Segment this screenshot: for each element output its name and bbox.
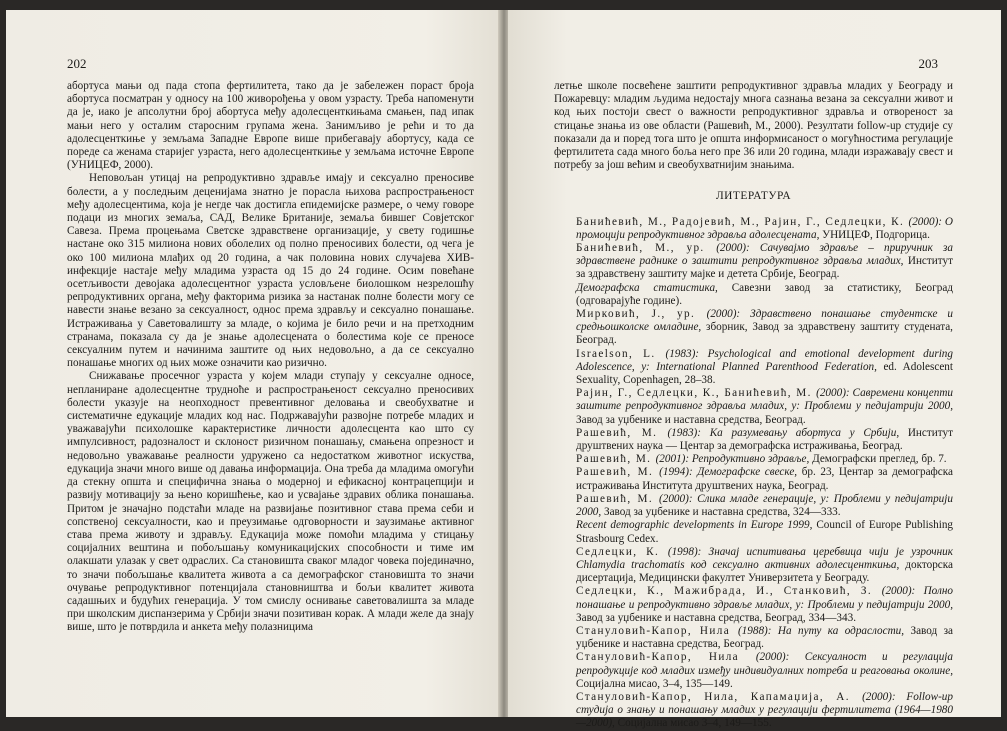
reference-title: (2000): Сачувајмо здравље – приручник за здравствене раднике о заштити репродуктивног здравља младих, [576,242,954,268]
reference-entry [554,308,953,348]
reference-title: (1994): Демографске свеске, [659,466,802,479]
reference-title: (2000): Слика младе генерације, у: Проблеми у педијатрији 2000, [576,492,953,519]
reference-entry [554,585,953,625]
reference-details: Демографски преглед, бр. 7. [812,453,947,466]
reference-entry [554,282,953,308]
reference-entry [554,453,953,466]
reference-title: (2000): Сексуалност и регулација репродукције код младих између индивидуалних потреба и реаговања околине, [576,651,954,677]
reference-details: Институт друштвених наука — Центар за демографска истраживања, Београд. [576,426,953,453]
reference-details: Институт за здравствену заштиту мајке и детета Србије, Београд. [576,255,953,281]
reference-author: Мирковић, Ј., ур. [576,308,707,321]
left-page [6,10,500,717]
reference-entry [554,216,953,242]
reference-details: Завод за уџбенике и наставна средства, Београд. [576,624,954,651]
page-number: 202 [67,56,87,71]
reference-entry [554,691,953,731]
reference-title: (2000): О промоцији репродуктивног здравља адолесцената, [576,215,953,241]
paragraph: Неповољан утицај на репродуктивно здравље имају и сексуално преносиве болести, а у последњим деценијама знатно је порасла њихова распрострањеност међу адолесцентима, која је негде чак достигла епидемијске размере, о чему говоре подаци из многих земаља, САД, Велике Британије, земаља бившег Совјетског Савеза. Према процењама Светске здравствене организације, у свету годишње настане око 315 милиона нових оболелих од полно преносивих болести, од чега је око 100 милиона млађих од 20 година, а чак половина нових случајева ХИВ-инфекције настаје међу младима узраста од 15 до 24 године. Осим повећане осетљивости девојака адолесцентног узраста условљене биолошком незрелошћу репродуктивних органа, међу факторима ризика за настанак полне болести могу се навести знање везано за сексуалност, однос према здрављу и сексуално понашање. Истраживања у Саветовалишту за младе, о којима је било речи и на претходним странама, показала су да је знање адолесцената о болестима које се преносе сексуалним путем и начинима заштите од њих недовољно, а да се сексуално понашање многих од њих може означити као ризично. [67,172,474,370]
reference-author: Стануловић-Капор, Нила, Капамаџија, А. [576,690,863,703]
reference-title: Recent demographic developments in Europe 1999, [576,519,817,532]
reference-author: Банићевић, М., Радојевић, М., Рајин, Г., Седлецки, К. [576,215,909,228]
reference-author: Стануловић-Капор, Нила [576,651,756,664]
reference-entry [554,651,953,691]
reference-author: Банићевић, М., ур. [576,242,717,255]
reference-details: УНИЦЕФ, Подгорица. [822,228,930,241]
reference-entry [554,466,953,492]
reference-entry [554,427,953,453]
reference-entry [554,519,953,545]
reference-entry [554,242,953,282]
reference-details: Социјална мисао 3–4, 149—155. [617,717,772,730]
reference-details: Council of Europe Publishing Strasbourg Cedex. [576,519,954,545]
references-heading: ЛИТЕРАТУРА [715,190,792,203]
page-number: 203 [918,56,938,71]
reference-entry [554,493,953,519]
reference-details: Завод за уџбенике и наставна средства, 324—333. [603,506,841,519]
left-page-body [67,80,474,635]
reference-title: (2001): Репродуктивно здравље, [655,453,813,466]
paragraph: летње школе посвећене заштити репродуктивног здравља младих у Београду и Пожаревцу: младим људима недостају многа сазнања везана за сексуални живот и код њих постоји свест о важности репродуктивног здравља и отвореност за стицање знања из ове области (Рашевић, М., 2000). Резултати follow-up студије су показали да и поред тога што је општа информисаност о могућностима регулације фертилитета сада много боља него пре 36 или 20 година, млади изражавају свест и потребу за још већим и свеобухватнијим знањима. [554,80,953,172]
reference-details: Завод за уџбенике и наставна средства, Београд. [576,413,806,426]
reference-entry [554,387,953,427]
reference-title: (1998): Значај испитивања церебвица чији је узрочник Chlamydia trachomatis код сексуално активних адолесценткиња, [576,545,953,571]
reference-details: зборник, Завод за здравствену заштиту студената, Београд. [576,321,953,347]
paragraph: абортуса мањи од пада стопа фертилитета, тако да је забележен пораст броја абортуса посматран у односу на 100 живорођења у овом узрасту. Треба напоменути да је, иако је апсолутни број абортуса међу адолесценткињама смањен, пад ипак мањи него у осталим старосним групама жена. Занимљиво је рећи и то да адолесценткиње у земљама Западне Европе више прибегавају абортусу, када се пореде са женама старијег узраста, него адолесценткиње у земљама источне Европе (УНИЦЕФ, 2000). [67,80,474,172]
reference-author: Рашевић, М. [576,426,668,439]
reference-author: Рашевић, М. [576,466,660,479]
reference-author: Седлецки, К. [576,545,668,558]
reference-author: Стануловић-Капор, Нила [576,624,738,637]
right-page [508,10,1001,730]
reference-author: Рашевић, М. [576,453,656,466]
reference-author: Рашевић, М. [576,492,659,505]
reference-details: Завод за уџбенике и наставна средства, Београд, 334—343. [576,611,857,624]
reference-details: Социјална мисао, 3–4, 135—149. [576,677,733,690]
reference-author: Седлецки, К., Мажибрада, И., Станковић, З. [576,585,882,598]
reference-title: (1983): Psychological and emotional development during Adolescence, у: International Planned Parenthood Federation, [576,347,953,373]
reference-entry [554,348,953,388]
reference-title: (2000): Follow-up студија о знању и понашању младих у регулацији фертилитета (1964—1980—2000), [576,690,953,730]
reference-author: Рајин, Г., Седлецки, К., Банићевић, М. [576,387,817,400]
reference-details: Савезни завод за статистику, Београд (одговарајуће године). [576,281,953,307]
right-page-body [554,80,953,731]
reference-entry [554,625,953,651]
paragraph: Снижавање просечног узраста у којем млади ступају у сексуалне односе, непланиране адолесцентне трудноће и распрострањеност сексуално преносивих болести указује на неопходност превентивног деловања и свеобухватне и систематичне едукације младих код нас. Подржавајући развојне потребе младих и уважавајући психолошке карактеристике личности адолесцента као што су импулсивност, радозналост и склоност ризичном понашању, смањена опрезност и недовољно уважавање реалности удружено са недостатком животног искуства, едукација значи много више од давања информација. Она треба да младима омогући да стекну општа и специфична знања о модерној и ефикасној контрацепцији и развију мотивацију за њено коришћење, као и усвајање здравих облика понашања. Притом је значајно подстаћи младе на развијање позитивног става према себи и сопственој сексуалности, као и преузимање одговорности и заузимање активног става према животу и здрављу. Едукација може помоћи младима у стицању социјалних вештина и побољшању комуникацијских способности и тиме им олакшати улазак у свет одраслих. Са становишта сваког младог човека појединачно, то значи побољшање квалитета живота а са демографског становишта то значи очување репродуктивног потенцијала становништва и бољи квалитет живота садашњих и будућих генерација. У том смислу оснивање саветовалишта за младе при школским диспанзерима у Србији значи позитиван корак. А млади желе да знају више, што је потврдила и анкета међу полазницима [67,370,474,634]
reference-entry [554,546,953,586]
reference-details: бр. 23, Центар за демографска истраживања Института друштвених наука, Београд. [576,466,954,492]
reference-title: (2000): Полно понашање и репродуктивно здравље младих, у: Проблеми у педијатрији 2000, [576,585,953,611]
reference-title: (1988): На путу ка одраслости, [737,624,911,637]
reference-details: докторска дисертација, Медицински факултет Универзитета у Београду. [576,558,953,585]
reference-title: (2000): Савремени концепти заштите репродуктивног здравља младих, у: Проблеми у педијатрији 2000, [576,387,954,413]
reference-title: (2000): Здравствено понашање студентске и средњошколске омладине, [576,308,953,334]
reference-author: Israelson, L. [576,347,666,360]
reference-details: ed. Adolescent Sexuality, Copenhagen, 28–38. [576,360,953,387]
reference-title: Демографска статистика, [576,281,732,294]
reference-list [554,216,953,731]
reference-title: (1983): Ка разумевању абортуса у Србији, [667,426,908,439]
